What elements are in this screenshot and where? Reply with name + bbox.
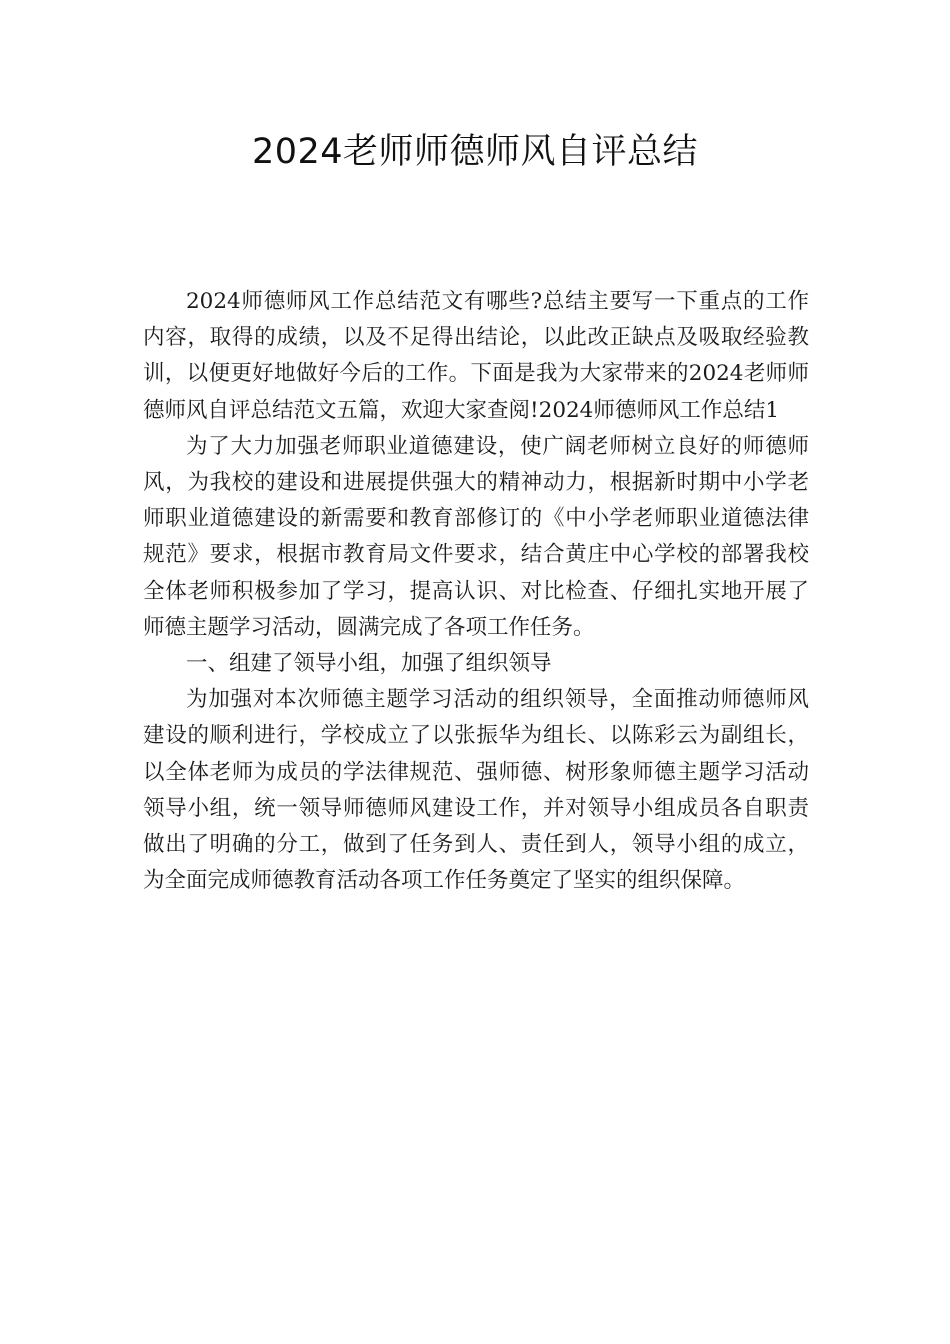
paragraph-intro: 2024师德师风工作总结范文有哪些?总结主要写一下重点的工作内容，取得的成绩，以及不足得出结论，以此改正缺点及吸取经验教训，以便更好地做好今后的工作。下面是我为大家带来的2024老师师德师风自评总结范文五篇，欢迎大家查阅!2024师德师风工作总结1 [143,289,809,423]
paragraph-leadership: 为加强对本次师德主题学习活动的组织领导，全面推动师德师风建设的顺利进行，学校成立了以张振华为组长、以陈彩云为副组长，以全体老师为成员的学法律规范、强师德、树形象师德主题学习活动领导小组，统一领导师德师风建设工作，并对领导小组成员各自职责做出了明确的分工，做到了任务到人、责任到人，领导小组的成立，为全面完成师德教育活动各项工作任务奠定了坚实的组织保障。 [143,687,809,894]
document-body [143,284,809,899]
document-title: 2024老师师德师风自评总结 [251,132,699,172]
paragraph-background: 为了大力加强老师职业道德建设，使广阔老师树立良好的师德师风，为我校的建设和进展提供强大的精神动力，根据新时期中小学老师职业道德建设的新需要和教育部修订的《中小学老师职业道德法律规范》要求，根据市教育局文件要求，结合黄庄中心学校的部署我校全体老师积极参加了学习，提高认识、对比检查、仔细扎实地开展了师德主题学习活动，圆满完成了各项工作任务。 [143,433,809,640]
section-heading: 一、组建了领导小组，加强了组织领导 [186,651,552,677]
